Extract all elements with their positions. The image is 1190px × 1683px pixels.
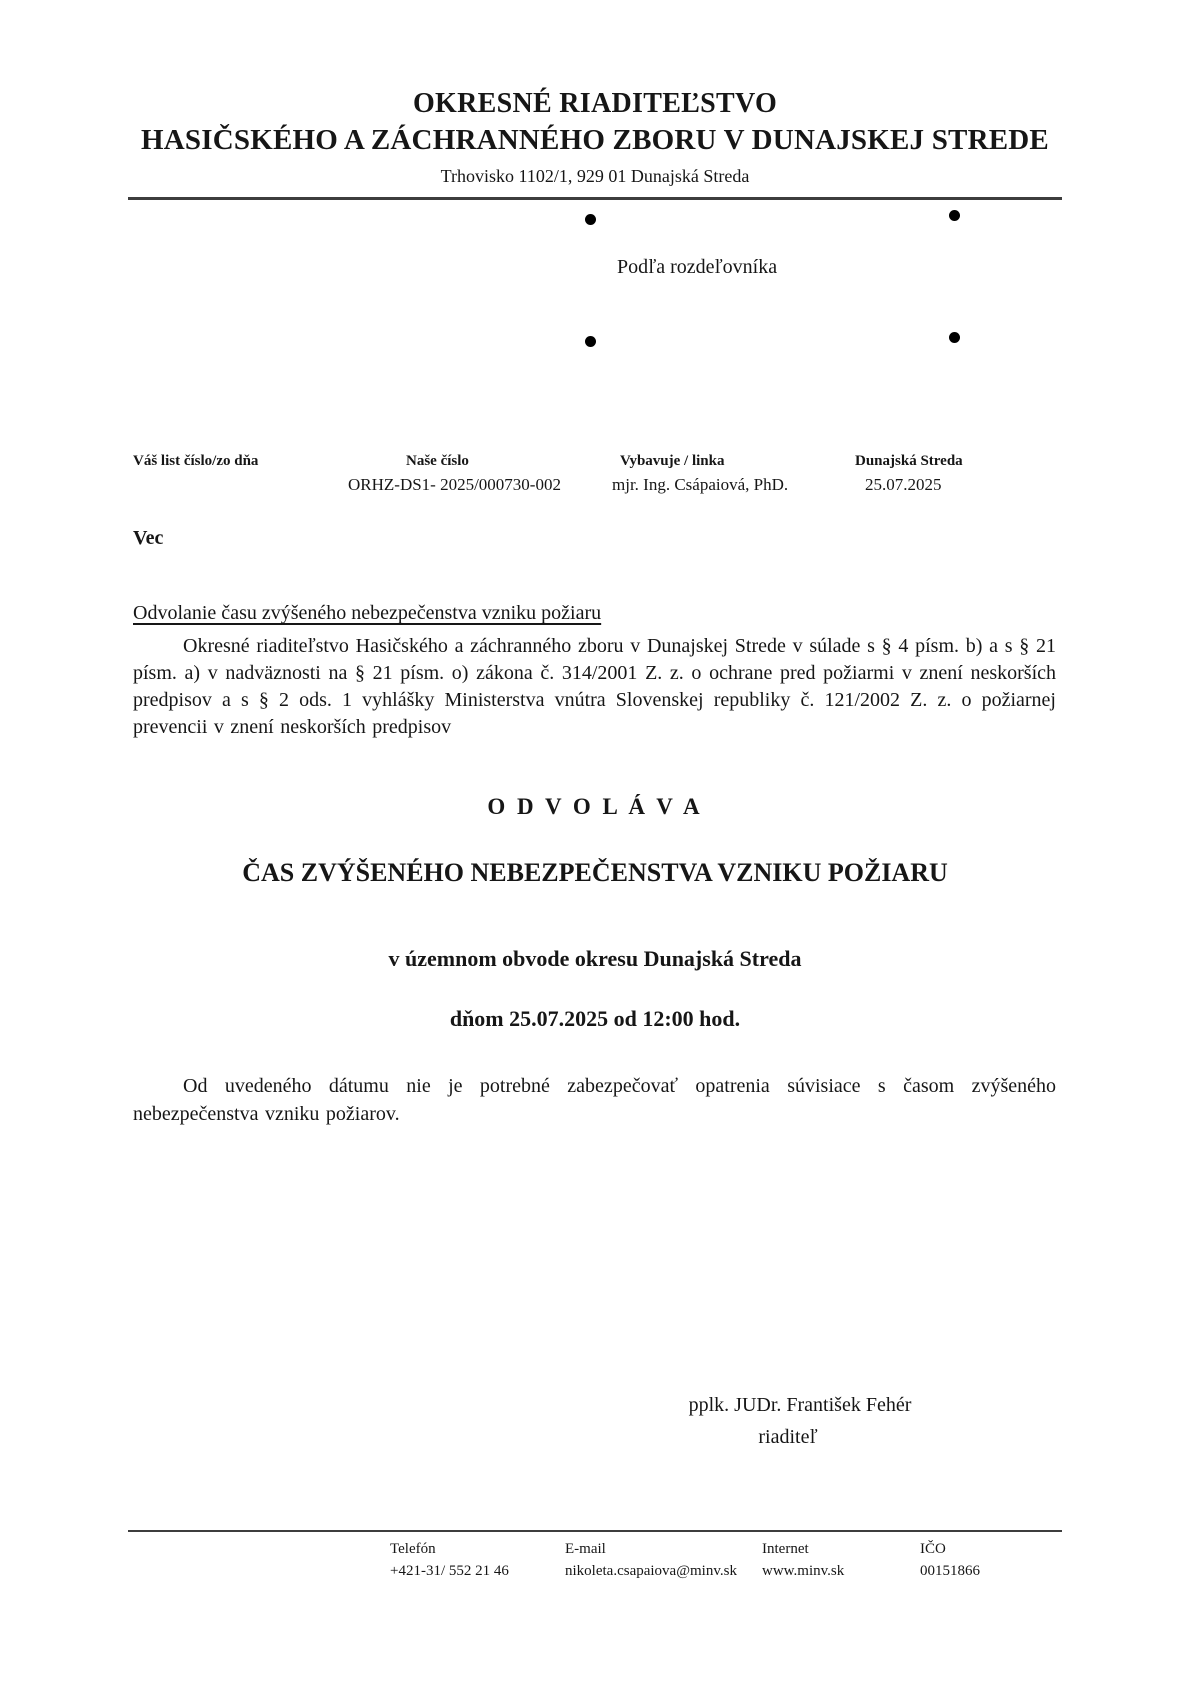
- territorial-scope-line: v územnom obvode okresu Dunajská Streda: [388, 946, 802, 971]
- recipient-line: Podľa rozdeľovníka: [617, 256, 778, 278]
- footer-phone-value: +421-31/ 552 21 46: [390, 1563, 509, 1579]
- ref-date-value: 25.07.2025: [865, 475, 942, 494]
- ref-your-letter-label: Váš list číslo/zo dňa: [133, 453, 259, 469]
- body-paragraph-measures: Od uvedeného dátumu nie je potrebné zabezpečovať opatrenia súvisiace s časom zvýšeného nebezpečenstva vzniku požiarov.: [133, 1075, 1056, 1125]
- fold-mark-dot-top-left: [585, 214, 596, 225]
- footer-column-phone: [390, 1541, 509, 1580]
- ref-handled-by-value: mjr. Ing. Csápaiová, PhD.: [612, 475, 789, 494]
- footer-internet-value: www.minv.sk: [762, 1563, 845, 1579]
- ref-handled-by-label: Vybavuje / linka: [620, 453, 725, 469]
- footer-column-internet: [762, 1541, 844, 1580]
- subject-label: Vec: [133, 527, 164, 549]
- footer-ico-label: IČO: [920, 1541, 946, 1557]
- footer-ico-value: 00151866: [920, 1563, 980, 1579]
- footer-email-value: nikoleta.csapaiova@minv.sk: [565, 1563, 737, 1579]
- footer-email-label: E-mail: [565, 1541, 606, 1557]
- ref-our-number-label: Naše číslo: [406, 453, 469, 469]
- letterhead-title-line1: OKRESNÉ RIADITEĽSTVO: [412, 88, 778, 119]
- signature-name: pplk. JUDr. František Fehér: [688, 1394, 912, 1416]
- footer-column-ico: [920, 1541, 980, 1580]
- declaration-heading: O D V O L Á V A: [487, 794, 703, 819]
- fold-mark-dot-top-right: [949, 210, 960, 221]
- subject-title: Odvolanie času zvýšeného nebezpečenstva vzniku požiaru: [133, 602, 602, 624]
- footer-phone-label: Telefón: [390, 1541, 436, 1557]
- letterhead-address: Trhovisko 1102/1, 929 01 Dunajská Streda: [440, 166, 750, 186]
- header-rule: [128, 197, 1062, 200]
- letterhead-title-line2: HASIČSKÉHO A ZÁCHRANNÉHO ZBORU V DUNAJSKEJ STREDE: [141, 124, 1049, 156]
- footer-internet-label: Internet: [762, 1541, 809, 1557]
- fold-mark-dot-bottom-right: [949, 332, 960, 343]
- fold-mark-dot-bottom-left: [585, 336, 596, 347]
- body-paragraph-legal-basis: Okresné riaditeľstvo Hasičského a záchranného zboru v Dunajskej Strede v súlade s § 4 písm. b) a s § 21 písm. a) v nadväznosti na § 21 písm. o) zákona č. 314/2001 Z. z. o ochrane pred požiarmi v znení neskorších predpisov a s § 2 ods. 1 vyhlášky Ministerstva vnútra Slovenskej republiky č. 121/2002 Z. z. o požiarnej prevencii v znení neskorších predpisov: [133, 635, 1056, 738]
- ref-place-label: Dunajská Streda: [855, 453, 963, 469]
- effective-date-line: dňom 25.07.2025 od 12:00 hod.: [449, 1006, 741, 1031]
- footer-column-email: [565, 1541, 737, 1580]
- fire-danger-headline: ČAS ZVÝŠENÉHO NEBEZPEČENSTVA VZNIKU POŽIARU: [242, 858, 948, 887]
- footer-rule: [128, 1530, 1062, 1532]
- ref-our-number-value: ORHZ-DS1- 2025/000730-002: [348, 475, 561, 494]
- signature-role: riaditeľ: [758, 1426, 818, 1448]
